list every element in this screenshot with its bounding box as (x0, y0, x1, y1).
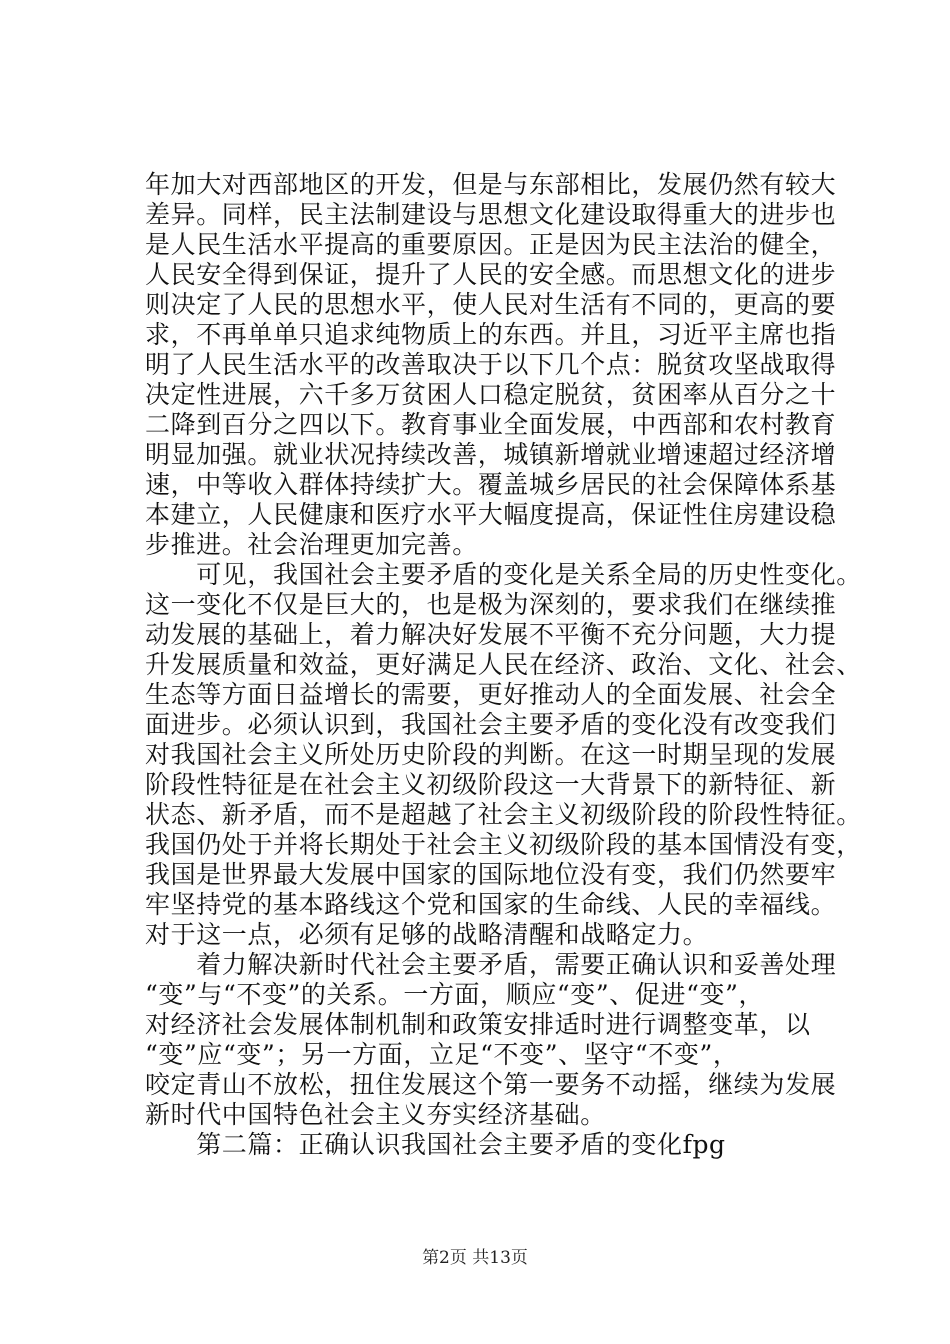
text-line: 这一变化不仅是巨大的，也是极为深刻的，要求我们在继续推 (145, 590, 837, 619)
text-line: “变”与“不变”的关系。一方面，顺应“变”、促进“变”， (145, 980, 765, 1009)
text-line: 新时代中国特色社会主义夯实经济基础。 (145, 1100, 606, 1129)
text-line: “变”应“变”；另一方面，立足“不变”、坚守“不变”， (145, 1040, 739, 1069)
document-body (145, 170, 865, 1160)
text-line: 面进步。必须认识到，我国社会主要矛盾的变化没有改变我们 (145, 710, 837, 739)
text-line: 咬定青山不放松，扭住发展这个第一要务不动摇，继续为发展 (145, 1070, 837, 1099)
text-line: 升发展质量和效益，更好满足人民在经济、政治、文化、社会、 (145, 650, 862, 679)
text-line: 年加大对西部地区的开发，但是与东部相比，发展仍然有较大 (145, 170, 837, 199)
text-line: 则决定了人民的思想水平，使人民对生活有不同的，更高的要 (145, 290, 837, 319)
text-line: 生态等方面日益增长的需要，更好推动人的全面发展、社会全 (145, 680, 837, 709)
section-heading-line: 第二篇：正确认识我国社会主要矛盾的变化fpg (145, 1130, 726, 1159)
text-line: 可见，我国社会主要矛盾的变化是关系全局的历史性变化。 (145, 560, 862, 589)
text-line: 本建立，人民健康和医疗水平大幅度提高，保证性住房建设稳 (145, 500, 837, 529)
text-line: 人民安全得到保证，提升了人民的安全感。而思想文化的进步 (145, 260, 837, 289)
text-line: 二降到百分之四以下。教育事业全面发展，中西部和农村教育 (145, 410, 837, 439)
text-line: 我国是世界最大发展中国家的国际地位没有变，我们仍然要牢 (145, 860, 837, 889)
text-line: 动发展的基础上，着力解决好发展不平衡不充分问题，大力提 (145, 620, 837, 649)
text-line: 牢坚持党的基本路线这个党和国家的生命线、人民的幸福线。 (145, 890, 837, 919)
text-line: 对经济社会发展体制机制和政策安排适时进行调整变革，以 (145, 1010, 811, 1039)
text-line: 差异。同样，民主法制建设与思想文化建设取得重大的进步也 (145, 200, 837, 229)
text-line: 速，中等收入群体持续扩大。覆盖城乡居民的社会保障体系基 (145, 470, 837, 499)
text-line: 步推进。社会治理更加完善。 (145, 530, 478, 559)
text-line: 状态、新矛盾，而不是超越了社会主义初级阶段的阶段性特征。 (145, 800, 862, 829)
text-line: 我国仍处于并将长期处于社会主义初级阶段的基本国情没有变， (145, 830, 862, 859)
text-line: 阶段性特征是在社会主义初级阶段这一大背景下的新特征、新 (145, 770, 837, 799)
page-number-footer: 第2页 共13页 (422, 1248, 528, 1268)
text-line: 明显加强。就业状况持续改善，城镇新增就业增速超过经济增 (145, 440, 837, 469)
text-line: 对于这一点，必须有足够的战略清醒和战略定力。 (145, 920, 709, 949)
text-line: 求，不再单单只追求纯物质上的东西。并且，习近平主席也指 (145, 320, 837, 349)
text-line: 决定性进展，六千多万贫困人口稳定脱贫，贫困率从百分之十 (145, 380, 837, 409)
text-line: 对我国社会主义所处历史阶段的判断。在这一时期呈现的发展 (145, 740, 837, 769)
text-line: 着力解决新时代社会主要矛盾，需要正确认识和妥善处理 (145, 950, 837, 979)
text-line: 明了人民生活水平的改善取决于以下几个点：脱贫攻坚战取得 (145, 350, 837, 379)
text-line: 是人民生活水平提高的重要原因。正是因为民主法治的健全， (145, 230, 837, 259)
